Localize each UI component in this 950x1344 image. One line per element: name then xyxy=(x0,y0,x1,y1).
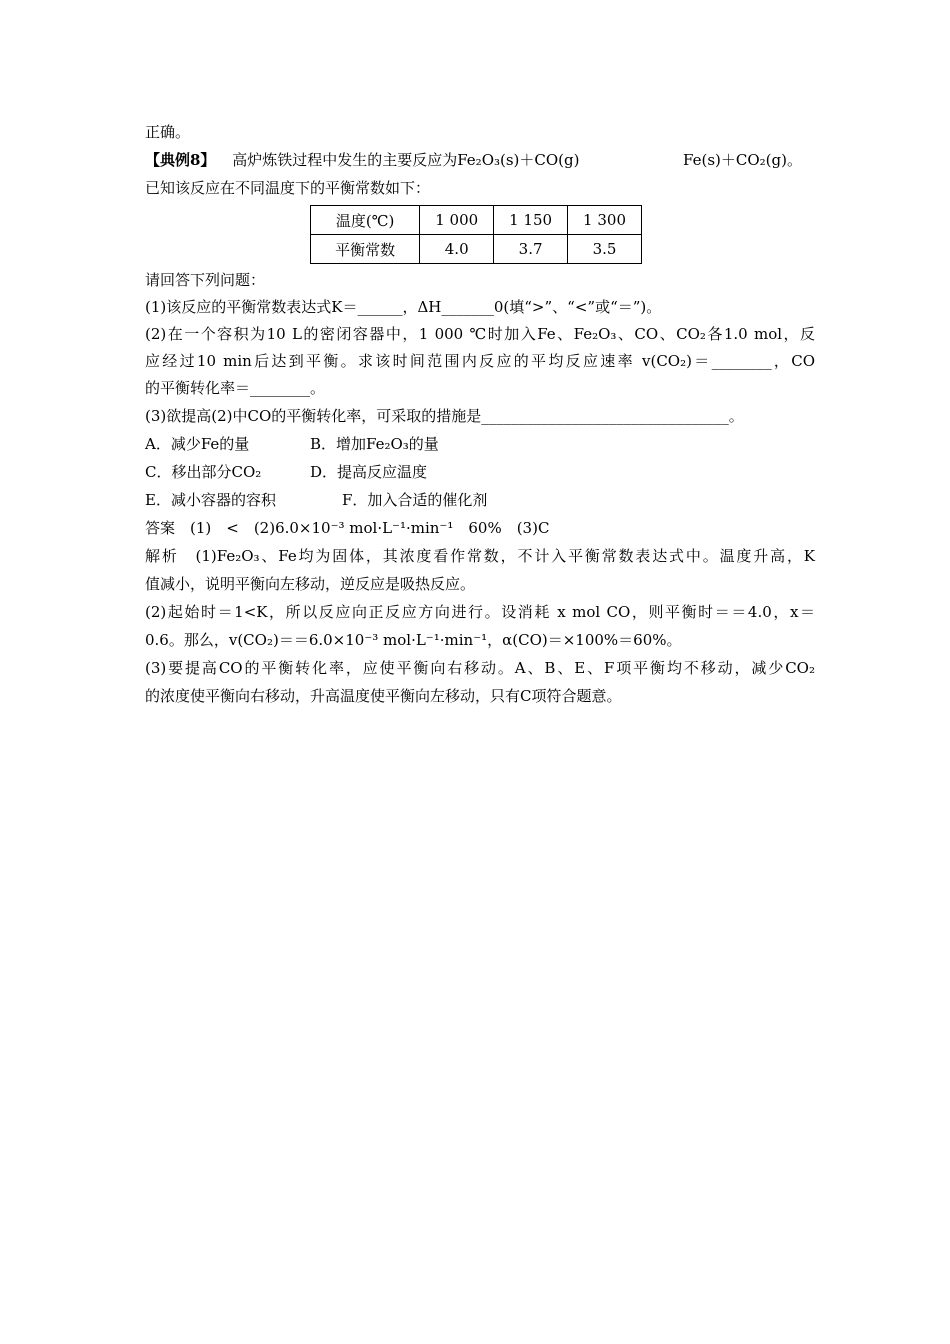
option-b: B．增加Fe₂O₃的量 xyxy=(310,435,439,453)
option-c: C．移出部分CO₂ xyxy=(145,463,262,481)
analysis-line: 0.6。那么，v(CO₂)＝＝6.0×10⁻³ mol·L⁻¹·min⁻¹，α(CO)＝×100%＝60%。 xyxy=(145,631,682,649)
equilibrium-table xyxy=(310,205,642,264)
table-cell: 3.7 xyxy=(494,235,568,264)
question-1: (1)该反应的平衡常数表达式K＝______，ΔH_______0(填“>”、“<”或“＝”)。 xyxy=(145,298,662,316)
analysis-line: 解析 (1)Fe₂O₃、Fe均为固体，其浓度看作常数，不计入平衡常数表达式中。温度升高，K xyxy=(145,547,815,565)
table-cell: 温度(℃) xyxy=(311,206,420,235)
option-d: D．提高反应温度 xyxy=(310,463,428,481)
text-line: 正确。 xyxy=(145,123,191,141)
text-line: 已知该反应在不同温度下的平衡常数如下： xyxy=(145,179,431,197)
example-label: 【典例8】 xyxy=(145,151,216,169)
option-e: E．减小容器的容积 xyxy=(145,491,276,509)
options-row xyxy=(145,434,815,454)
question-2-cont: 应经过10 min后达到平衡。求该时间范围内反应的平均反应速率 v(CO₂)＝________，CO xyxy=(145,352,815,370)
table-cell: 1 000 xyxy=(420,206,494,235)
table-row xyxy=(311,235,642,264)
table-cell: 平衡常数 xyxy=(311,235,420,264)
options-row xyxy=(145,462,815,482)
example-text: 高炉炼铁过程中发生的主要反应为Fe₂O₃(s)＋CO(g) xyxy=(232,151,580,169)
question-3: (3)欲提高(2)中CO的平衡转化率，可采取的措施是_________________________________。 xyxy=(145,407,744,425)
text-line: 请回答下列问题： xyxy=(145,271,266,289)
option-a: A．减少Fe的量 xyxy=(145,435,250,453)
answer-line: 答案 (1) < (2)6.0×10⁻³ mol·L⁻¹·min⁻¹ 60% (3)C xyxy=(145,519,550,537)
example-heading-line xyxy=(145,150,815,170)
example-text-product: Fe(s)＋CO₂(g)。 xyxy=(683,151,802,169)
analysis-line: (2)起始时＝1<K，所以反应向正反应方向进行。设消耗 x mol CO，则平衡时＝＝4.0，x＝ xyxy=(145,603,815,621)
table-cell: 4.0 xyxy=(420,235,494,264)
table-row xyxy=(311,206,642,235)
table-cell: 1 150 xyxy=(494,206,568,235)
question-2-cont: 的平衡转化率＝________。 xyxy=(145,379,326,397)
table-cell: 3.5 xyxy=(568,235,642,264)
analysis-line: 值减小，说明平衡向左移动，逆反应是吸热反应。 xyxy=(145,575,476,593)
table-cell: 1 300 xyxy=(568,206,642,235)
option-f: F．加入合适的催化剂 xyxy=(342,491,488,509)
question-2: (2)在一个容积为10 L的密闭容器中，1 000 ℃时加入Fe、Fe₂O₃、CO、CO₂各1.0 mol，反 xyxy=(145,325,815,343)
options-row xyxy=(145,490,815,510)
analysis-line: (3)要提高CO的平衡转化率，应使平衡向右移动。A、B、E、F项平衡均不移动，减少CO₂ xyxy=(145,659,815,677)
analysis-line: 的浓度使平衡向右移动，升高温度使平衡向左移动，只有C项符合题意。 xyxy=(145,687,622,705)
